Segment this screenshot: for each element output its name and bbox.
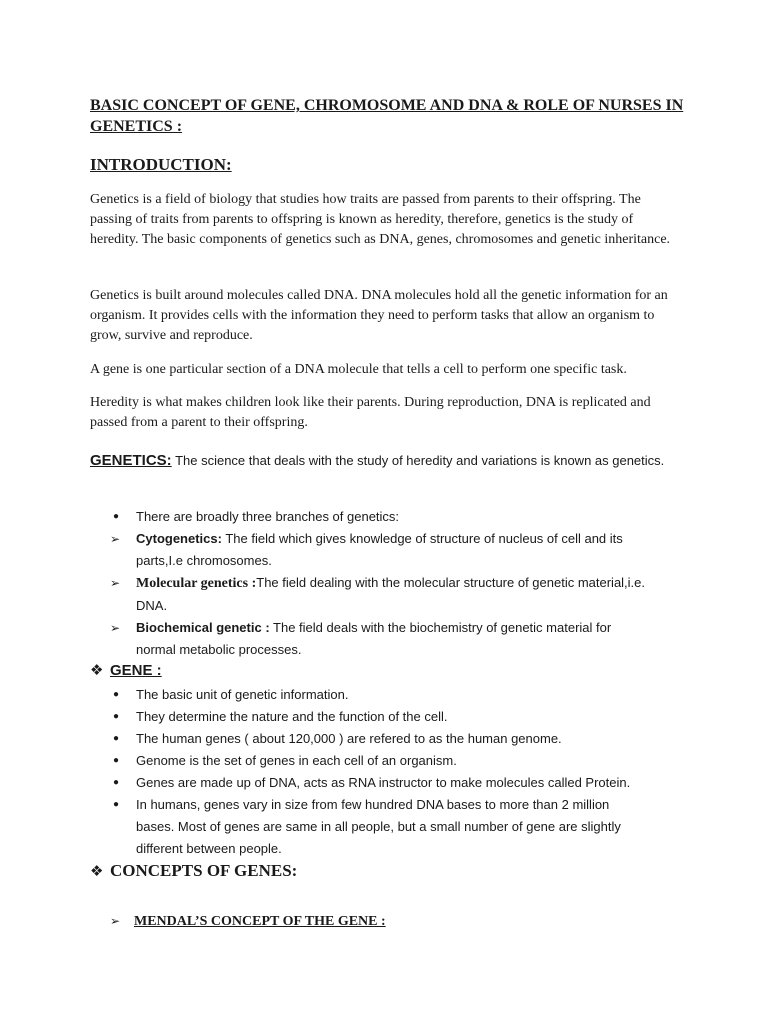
branches-list (110, 506, 650, 661)
list-item (110, 772, 650, 794)
genetics-term: GENETICS: (90, 452, 172, 469)
list-item (110, 684, 650, 706)
arrow-bullet-icon: ➢ (110, 576, 121, 590)
paragraph-genetics-intro: Genetics is a field of biology that studies how traits are passed from parents to their offspring. The passing of traits from parents to offspring is known as heredity, therefore, genetics is the study of heredity. The basic components of genetics such as DNA, genes, chromosomes and genetic inheritance. (90, 192, 671, 247)
bullet-dot-icon: ● (113, 689, 120, 700)
gene-item-text: Genes are made up of DNA, acts as RNA instructor to make molecules called Protein. (136, 775, 631, 790)
gene-item-text: In humans, genes vary in size from few hundred DNA bases to more than 2 million bases. Most of genes are same in all people, but a small number of gene are slightly different between people. (136, 797, 621, 856)
diamond-bullet-icon: ❖ (90, 863, 104, 880)
list-item (110, 528, 650, 572)
mendal-heading-text: MENDAL’S CONCEPT OF THE GENE : (134, 914, 386, 929)
gene-item-text: The basic unit of genetic information. (136, 687, 349, 702)
branch-label-molecular: Molecular genetics : (136, 576, 257, 591)
bullet-dot-icon: ● (113, 733, 120, 744)
concepts-heading-text: CONCEPTS OF GENES: (110, 861, 298, 880)
branch-text-biochemical: The field deals with the biochemistry of genetic material for normal metabolic processes. (136, 620, 612, 657)
paragraph-heredity: Heredity is what makes children look like their parents. During reproduction, DNA is replicated and passed from a parent to their offspring. (90, 395, 651, 430)
genetics-definition-text: The science that deals with the study of heredity and variations is known as genetics. (171, 453, 665, 468)
arrow-bullet-icon: ➢ (110, 914, 121, 928)
list-item (110, 572, 650, 617)
document-title: BASIC CONCEPT OF GENE, CHROMOSOME AND DNA & ROLE OF NURSES IN GENETICS : (90, 97, 684, 135)
list-item (110, 617, 650, 661)
branch-label-cytogenetics: Cytogenetics: (136, 531, 222, 546)
gene-item-text: They determine the nature and the function of the cell. (136, 709, 448, 724)
gene-item-text: The human genes ( about 120,000 ) are refered to as the human genome. (136, 731, 562, 746)
mendal-heading (110, 910, 386, 933)
gene-item-text: Genome is the set of genes in each cell of an organism. (136, 753, 457, 768)
diamond-bullet-icon: ❖ (90, 662, 104, 679)
gene-list (110, 684, 650, 860)
list-item (110, 706, 650, 728)
branch-text-cytogenetics: The field which gives knowledge of structure of nucleus of cell and its parts,I.e chromosomes. (136, 531, 623, 568)
branch-text-molecular: The field dealing with the molecular structure of genetic material,i.e. DNA. (136, 575, 646, 613)
list-item (110, 794, 650, 860)
gene-heading-text: GENE : (110, 662, 162, 679)
list-item (110, 750, 650, 772)
branch-label-biochemical: Biochemical genetic : (136, 620, 270, 635)
bullet-dot-icon: ● (113, 777, 120, 788)
bullet-dot-icon: ● (113, 511, 120, 522)
introduction-heading: INTRODUCTION: (90, 155, 232, 174)
list-item (110, 728, 650, 750)
gene-heading (90, 660, 162, 682)
bullet-dot-icon: ● (113, 755, 120, 766)
bullet-dot-icon: ● (113, 799, 120, 810)
genetics-definition (90, 450, 680, 472)
bullet-dot-icon: ● (113, 711, 120, 722)
paragraph-gene: A gene is one particular section of a DNA molecule that tells a cell to perform one specific task. (90, 362, 627, 377)
list-item (110, 506, 650, 528)
concepts-heading (90, 860, 297, 883)
paragraph-dna: Genetics is built around molecules called DNA. DNA molecules hold all the genetic information for an organism. It provides cells with the information they need to perform tasks that allow an organism to grow, survive and reproduce. (90, 288, 668, 343)
arrow-bullet-icon: ➢ (110, 621, 121, 635)
arrow-bullet-icon: ➢ (110, 532, 121, 546)
branches-intro: There are broadly three branches of genetics: (136, 509, 400, 524)
